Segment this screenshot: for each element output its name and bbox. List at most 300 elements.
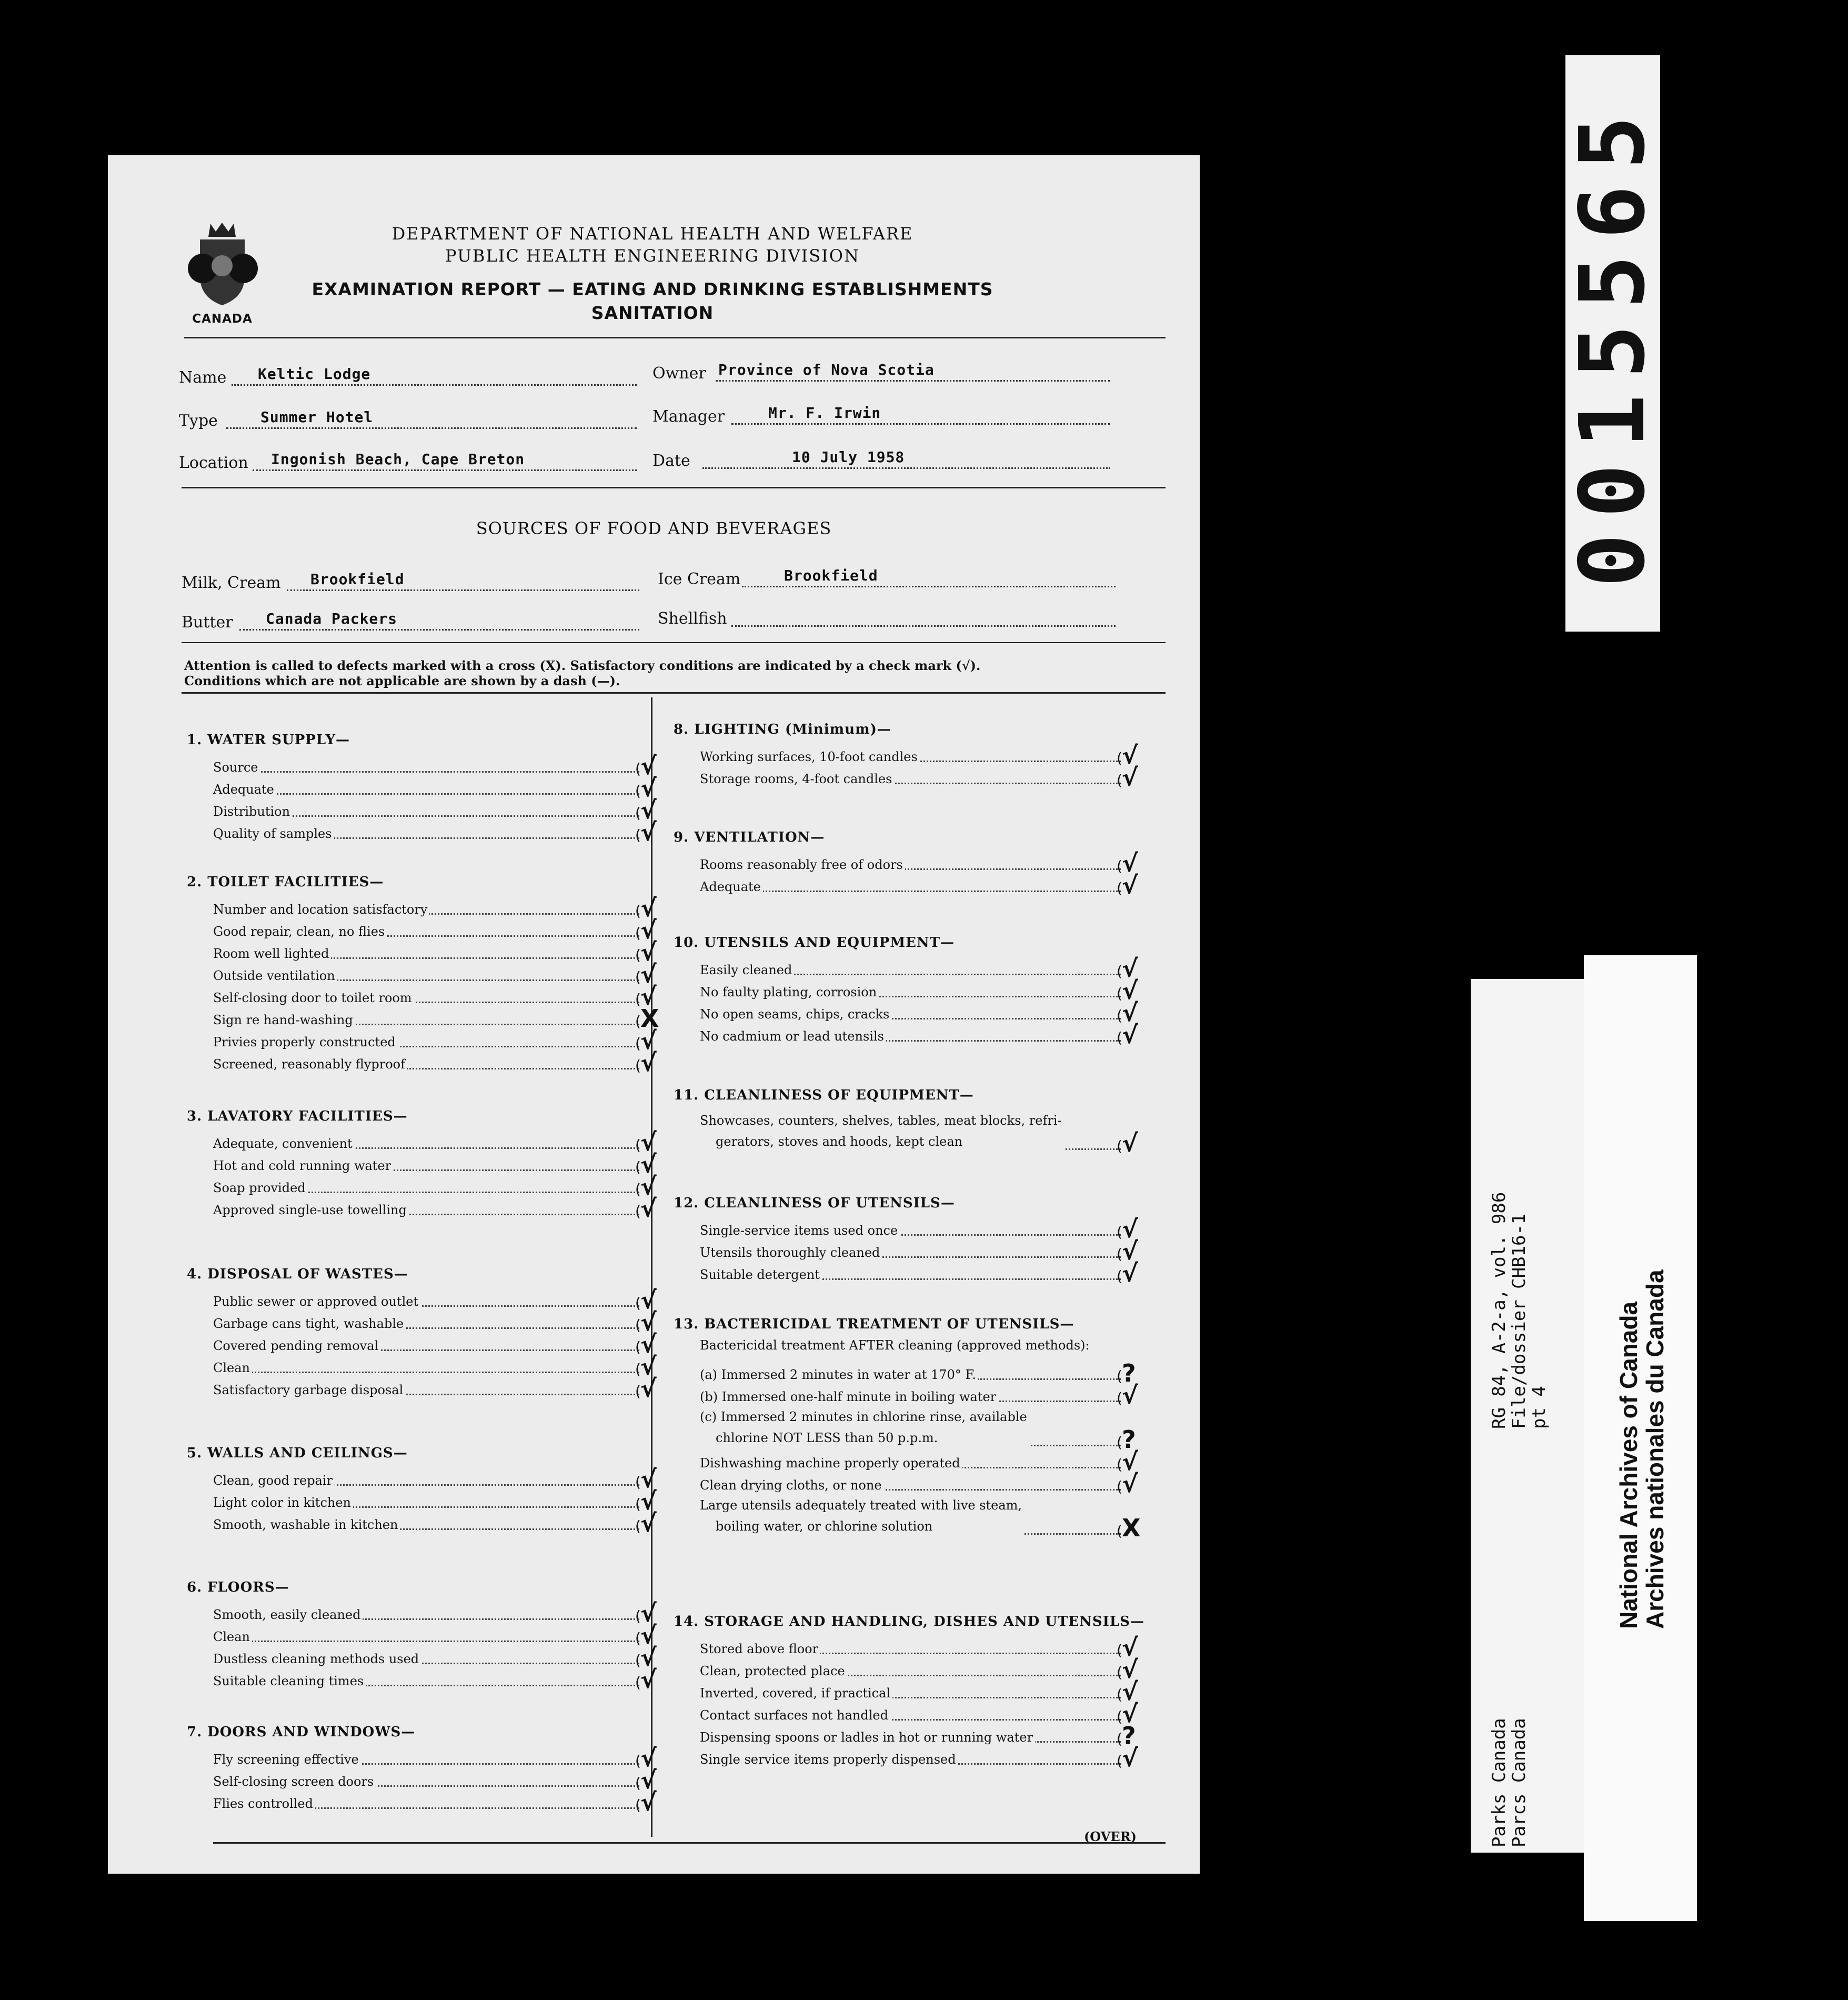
- checklist-item[interactable]: [187, 818, 657, 846]
- report-title: EXAMINATION REPORT — EATING AND DRINKING ESTABLISHMENTS: [312, 279, 993, 299]
- item-label: [700, 1495, 1024, 1537]
- checklist-item[interactable]: [187, 1330, 657, 1358]
- item-label-line: Clean: [213, 1629, 250, 1644]
- mark-symbol: √: [640, 752, 657, 780]
- checklist-section: [187, 1445, 655, 1535]
- checklist-item[interactable]: [187, 1048, 657, 1077]
- item-label: [700, 963, 794, 977]
- item-label-line: (c) Immersed 2 minutes in chlorine rinse, available: [700, 1409, 1027, 1424]
- section-title: 1. WATER SUPPLY—: [187, 732, 350, 748]
- item-label: [213, 1652, 421, 1666]
- section-spacer: [187, 1596, 655, 1603]
- mark-symbol: √: [1122, 1259, 1138, 1287]
- mark-symbol: √: [640, 1487, 657, 1515]
- item-label: [700, 1245, 882, 1260]
- inspection-mark: [1117, 1514, 1141, 1542]
- item-label: [700, 1752, 958, 1767]
- mark-bracket: (: [1117, 1686, 1122, 1703]
- divider: [213, 1842, 1166, 1844]
- checklist-item[interactable]: [674, 1359, 1137, 1387]
- mark-bracket: (: [1117, 1730, 1122, 1747]
- checklist-item[interactable]: [674, 1407, 1137, 1452]
- item-label: [700, 1367, 978, 1382]
- mark-bracket: (: [1117, 1389, 1122, 1407]
- checklist-section: [674, 1195, 1137, 1285]
- attention-note: [184, 658, 1131, 688]
- attention-line: Attention is called to defects marked with a cross (X). Satisfactory conditions are indicated by a check mark (√).: [184, 658, 981, 673]
- item-label-line: Clean, good repair: [213, 1473, 333, 1488]
- item-label: [213, 924, 387, 939]
- mark-bracket: (: [1117, 985, 1122, 1002]
- item-label: [213, 1473, 335, 1488]
- item-label: [700, 1642, 820, 1656]
- item-label: [700, 1664, 847, 1678]
- checklist-item[interactable]: [674, 1237, 1138, 1265]
- coat-of-arms-icon: [179, 218, 266, 308]
- mark-symbol: √: [640, 1599, 657, 1627]
- item-label-line: Single-service items used once: [700, 1223, 898, 1238]
- checklist-item[interactable]: [187, 1665, 657, 1694]
- location-value: Ingonish Beach, Cape Breton: [271, 451, 525, 468]
- mark-bracket: (: [635, 1338, 641, 1356]
- slip-line: RG 84, A-2-a, vol. 986: [1489, 1192, 1510, 1429]
- mark-bracket: (: [1117, 772, 1122, 789]
- mark-symbol: √: [1122, 1021, 1138, 1049]
- checklist-item[interactable]: [674, 849, 1138, 877]
- mark-bracket: (: [635, 946, 641, 964]
- checklist-item[interactable]: [674, 1215, 1138, 1243]
- archive-line: Archives nationales du Canada: [1641, 1269, 1669, 1629]
- item-label: [213, 782, 276, 797]
- item-label: [213, 1607, 363, 1622]
- mark-bracket: (: [635, 1796, 641, 1814]
- mark-symbol: √: [640, 1465, 657, 1493]
- checklist-item[interactable]: [187, 1308, 657, 1336]
- owner-value: Province of Nova Scotia: [718, 361, 935, 378]
- name-field[interactable]: [179, 366, 637, 389]
- mark-symbol: √: [640, 1150, 657, 1178]
- item-label: [700, 1007, 891, 1022]
- mark-bracket: (: [635, 1517, 641, 1535]
- checklist-item[interactable]: [187, 1194, 657, 1223]
- location-label: Location: [179, 454, 248, 472]
- name-label: Name: [179, 368, 227, 387]
- type-label: Type: [179, 412, 218, 430]
- section-title: 5. WALLS AND CEILINGS—: [187, 1445, 408, 1461]
- checklist-section: [674, 1613, 1144, 1772]
- mark-bracket: (: [635, 1203, 641, 1220]
- mark-symbol: √: [640, 1643, 657, 1672]
- mark-bracket: (: [1117, 1245, 1122, 1263]
- item-label: [213, 1136, 355, 1151]
- archive-line: National Archives of Canada: [1615, 1301, 1642, 1629]
- mark-bracket: (: [635, 1013, 641, 1030]
- report-subtitle: SANITATION: [591, 303, 714, 323]
- mark-symbol: √: [1122, 1237, 1138, 1265]
- item-label-line: Inverted, covered, if practical: [700, 1686, 891, 1701]
- over-note: (OVER): [1083, 1829, 1137, 1844]
- item-label-line: gerators, stoves and hoods, kept clean: [716, 1134, 963, 1149]
- manager-field[interactable]: [652, 405, 1110, 428]
- checklist-item[interactable]: [187, 752, 657, 780]
- mark-bracket: (: [635, 760, 641, 777]
- mark-symbol: ?: [1122, 1359, 1136, 1387]
- item-label-line: Clean, protected place: [700, 1664, 845, 1678]
- item-label-line: Dustless cleaning methods used: [213, 1652, 419, 1666]
- item-label: [213, 1796, 315, 1811]
- section-title: 13. BACTERICIDAL TREATMENT OF UTENSILS—: [674, 1316, 1074, 1332]
- mark-symbol: √: [1122, 1447, 1138, 1476]
- inspection-mark: [1117, 1129, 1141, 1157]
- archive-label: [1615, 1269, 1668, 1629]
- section-spacer: [674, 846, 1137, 853]
- mark-bracket: (: [635, 1473, 641, 1491]
- item-label: [213, 946, 331, 961]
- mark-symbol: √: [1122, 1677, 1138, 1706]
- icecream-value: Brookfield: [784, 567, 878, 584]
- mark-bracket: (: [1117, 1752, 1122, 1769]
- checklist-item[interactable]: [674, 1447, 1138, 1476]
- attention-line: Conditions which are not applicable are shown by a dash (—).: [184, 673, 620, 688]
- item-label-line: Dishwashing machine properly operated: [700, 1456, 960, 1471]
- item-label: [213, 1629, 252, 1644]
- mark-symbol: √: [1122, 998, 1138, 1027]
- milk-field[interactable]: [182, 571, 639, 594]
- item-label-line: Utensils thoroughly cleaned: [700, 1245, 880, 1260]
- item-label: [700, 1406, 1029, 1448]
- mark-symbol: √: [640, 1172, 657, 1201]
- mark-symbol: √: [640, 1330, 657, 1358]
- mark-symbol: √: [1122, 1633, 1138, 1662]
- inspection-mark: [635, 1665, 659, 1694]
- item-label-line: Clean drying cloths, or none: [700, 1478, 882, 1493]
- checklist-item[interactable]: [674, 1469, 1138, 1498]
- checklist-item[interactable]: [674, 1744, 1138, 1772]
- checklist-item[interactable]: [674, 1655, 1138, 1684]
- inspection-mark: [635, 1788, 659, 1816]
- checklist-item[interactable]: [187, 1599, 657, 1627]
- shellfish-field[interactable]: [658, 607, 1116, 630]
- mark-symbol: √: [1122, 763, 1138, 792]
- mark-symbol: √: [640, 938, 657, 966]
- inspection-mark: [635, 1509, 659, 1537]
- checklist-item[interactable]: [674, 1259, 1138, 1287]
- checklist-section: [674, 829, 1137, 897]
- inspection-mark: [635, 818, 659, 846]
- divider: [182, 692, 1166, 694]
- mark-bracket: (: [1117, 1007, 1122, 1024]
- checklist-item[interactable]: [187, 1643, 657, 1672]
- inspection-mark: [1117, 763, 1141, 792]
- item-label: [213, 1774, 376, 1789]
- checklist-item[interactable]: [187, 1286, 657, 1314]
- item-label: [700, 985, 879, 999]
- inspection-mark: [1117, 1381, 1141, 1409]
- item-label: [213, 1338, 380, 1353]
- item-label-line: Flies controlled: [213, 1796, 313, 1811]
- section-title: 7. DOORS AND WINDOWS—: [187, 1724, 416, 1740]
- owner-field[interactable]: [652, 362, 1110, 385]
- mark-symbol: √: [640, 1621, 657, 1649]
- mark-bracket: (: [635, 1652, 641, 1669]
- checklist-item[interactable]: [674, 1633, 1138, 1662]
- item-label-line: Suitable detergent: [700, 1267, 820, 1282]
- butter-field[interactable]: [182, 611, 639, 634]
- checklist-item[interactable]: [674, 763, 1138, 792]
- mark-bracket: (: [1117, 1478, 1122, 1495]
- leader-dots: [700, 891, 1121, 892]
- inspection-mark: [635, 1194, 659, 1223]
- mark-bracket: (: [635, 1383, 641, 1400]
- mark-symbol: √: [1122, 741, 1138, 769]
- section-title: 2. TOILET FACILITIES—: [187, 874, 384, 890]
- item-label: [213, 1495, 353, 1510]
- owner-label: Owner: [652, 364, 706, 383]
- mark-bracket: (: [1117, 1664, 1122, 1681]
- item-label-line: Distribution: [213, 804, 290, 819]
- item-label-line: Self-closing door to toilet room: [213, 991, 412, 1005]
- mark-bracket: (: [635, 1752, 641, 1769]
- item-label-line: Public sewer or approved outlet: [213, 1294, 419, 1309]
- checklist-item[interactable]: [187, 1621, 657, 1649]
- checklist-item[interactable]: [187, 1487, 657, 1515]
- item-label: [213, 1752, 361, 1767]
- mark-bracket: (: [1117, 1223, 1122, 1241]
- item-label: [700, 1267, 822, 1282]
- checklist-section: [187, 1579, 655, 1692]
- mark-bracket: (: [635, 1158, 641, 1176]
- item-label: [700, 1389, 998, 1404]
- inspection-mark: [635, 1048, 659, 1077]
- checklist-item[interactable]: [187, 1766, 657, 1794]
- mark-symbol: √: [1122, 954, 1138, 983]
- mark-bracket: (: [635, 1316, 641, 1334]
- leader-dots: [213, 1641, 639, 1642]
- item-label-line: chlorine NOT LESS than 50 p.p.m.: [716, 1431, 938, 1445]
- item-label: [213, 1294, 420, 1309]
- item-label-line: Rooms reasonably free of odors: [700, 857, 903, 872]
- divider: [182, 642, 1166, 643]
- divider: [182, 487, 1166, 488]
- item-label-line: Smooth, easily cleaned: [213, 1607, 361, 1622]
- item-label: [700, 772, 894, 786]
- mark-bracket: (: [635, 826, 641, 844]
- checklist-item[interactable]: [674, 1111, 1137, 1155]
- item-label-line: Good repair, clean, no flies: [213, 924, 385, 939]
- checklist-item[interactable]: [187, 1172, 657, 1201]
- item-label-line: Screened, reasonably flyproof: [213, 1057, 405, 1072]
- national-archives-slip: [1584, 955, 1697, 1921]
- slip-reference: [1489, 1192, 1549, 1429]
- checklist-item[interactable]: [187, 916, 657, 944]
- section-title: 9. VENTILATION—: [674, 829, 825, 845]
- checklist-item[interactable]: [187, 1788, 657, 1816]
- crest: [179, 218, 266, 324]
- mark-bracket: (: [1117, 963, 1122, 980]
- checklist-item[interactable]: [187, 938, 657, 966]
- slip-line: File/dossier CHB16-1: [1509, 1213, 1530, 1429]
- mark-bracket: (: [1117, 749, 1122, 767]
- mark-symbol: √: [1122, 1655, 1138, 1684]
- checklist-section: [187, 1266, 655, 1401]
- checklist-item[interactable]: [187, 1352, 657, 1381]
- item-label-line: Room well lighted: [213, 946, 329, 961]
- checklist-item[interactable]: [187, 1150, 657, 1178]
- section-title: 4. DISPOSAL OF WASTES—: [187, 1266, 408, 1282]
- mark-symbol: √: [640, 1788, 657, 1816]
- checklist-section: [674, 1316, 1141, 1542]
- checklist-item[interactable]: [187, 1374, 657, 1403]
- checklist-section: [674, 1087, 1137, 1155]
- item-label: [700, 1456, 962, 1471]
- mark-bracket: (: [1117, 1434, 1122, 1451]
- item-label-line: Approved single-use towelling: [213, 1203, 407, 1217]
- item-label-line: Showcases, counters, shelves, tables, meat blocks, refri-: [700, 1113, 1062, 1128]
- item-label: [213, 991, 414, 1005]
- checklist-item[interactable]: [674, 1699, 1138, 1728]
- checklist-item[interactable]: [674, 1021, 1138, 1049]
- mark-bracket: (: [1117, 1456, 1122, 1473]
- checklist-item[interactable]: [674, 998, 1138, 1027]
- mark-bracket: (: [635, 968, 641, 986]
- mark-symbol: √: [1122, 1699, 1138, 1728]
- item-label-line: Garbage cans tight, washable: [213, 1316, 404, 1331]
- examination-form: [108, 155, 1200, 1874]
- item-label-line: No faulty plating, corrosion: [700, 985, 877, 999]
- checklist-item[interactable]: [674, 976, 1138, 1005]
- item-label-line: Hot and cold running water: [213, 1158, 391, 1173]
- checklist-item[interactable]: [187, 1744, 657, 1772]
- mark-bracket: (: [635, 1774, 641, 1792]
- item-label-line: (b) Immersed one-half minute in boiling water: [700, 1389, 997, 1404]
- mark-bracket: (: [635, 924, 641, 942]
- checklist-item[interactable]: [187, 774, 657, 802]
- mark-symbol: √: [1122, 1469, 1138, 1498]
- item-label-line: Adequate: [213, 782, 274, 797]
- mark-symbol: √: [640, 1026, 657, 1055]
- mark-symbol: X: [640, 1004, 659, 1033]
- checklist-item[interactable]: [187, 1004, 659, 1033]
- item-label: [213, 1316, 406, 1331]
- mark-symbol: √: [1122, 1215, 1138, 1243]
- checklist-item[interactable]: [674, 1722, 1137, 1750]
- item-label-line: No open seams, chips, cracks: [700, 1007, 890, 1022]
- section-title: 12. CLEANLINESS OF UTENSILS—: [674, 1195, 955, 1211]
- checklist-item[interactable]: [187, 1026, 657, 1055]
- section-title: 10. UTENSILS AND EQUIPMENT—: [674, 935, 955, 951]
- checklist-item[interactable]: [674, 871, 1138, 899]
- inspection-mark: [1117, 1021, 1141, 1049]
- checklist-item[interactable]: [187, 982, 657, 1011]
- mark-bracket: (: [635, 1057, 641, 1074]
- mark-symbol: √: [640, 774, 657, 802]
- checklist-item[interactable]: [674, 1496, 1141, 1542]
- inspection-mark: [635, 1374, 659, 1403]
- item-label: [213, 1057, 407, 1072]
- mark-bracket: (: [1117, 1267, 1122, 1285]
- section-spacer: [674, 951, 1137, 958]
- checklist-item[interactable]: [187, 1509, 657, 1537]
- slip-text: [1489, 1718, 1529, 1847]
- item-label: [213, 1361, 252, 1375]
- mark-symbol: √: [640, 916, 657, 944]
- shellfish-label: Shellfish: [658, 609, 727, 628]
- mark-bracket: (: [635, 991, 641, 1008]
- item-label: [213, 1203, 409, 1217]
- item-label: [700, 857, 905, 872]
- item-label-line: Privies properly constructed: [213, 1035, 396, 1049]
- mark-symbol: √: [640, 1352, 657, 1381]
- item-label: [213, 1013, 355, 1027]
- checklist-item[interactable]: [187, 960, 657, 988]
- checklist-item[interactable]: [674, 1677, 1138, 1706]
- mark-bracket: (: [635, 902, 641, 919]
- checklist-item[interactable]: [187, 1465, 657, 1493]
- item-label-line: Light color in kitchen: [213, 1495, 351, 1510]
- mark-symbol: √: [640, 960, 657, 988]
- icecream-field[interactable]: [658, 567, 1116, 591]
- checklist-item[interactable]: [187, 796, 657, 824]
- mark-symbol: √: [640, 796, 657, 824]
- item-label-line: Single service items properly dispensed: [700, 1752, 956, 1767]
- leader-dots: [213, 1372, 639, 1373]
- item-label-line: Adequate, convenient: [213, 1136, 353, 1151]
- checklist-item[interactable]: [187, 1128, 657, 1156]
- item-label: [700, 1708, 890, 1723]
- mark-symbol: √: [1122, 871, 1138, 899]
- item-label-line: Clean: [213, 1361, 250, 1375]
- item-label: [213, 902, 429, 917]
- section-spacer: [674, 1356, 1137, 1363]
- checklist-item[interactable]: [674, 741, 1138, 769]
- item-label-line: Fly screening effective: [213, 1752, 359, 1767]
- item-label: [700, 1478, 884, 1493]
- divider: [184, 337, 1166, 338]
- item-label-line: Storage rooms, 4-foot candles: [700, 772, 892, 786]
- slip-line: Parcs Canada: [1509, 1718, 1530, 1847]
- item-label-line: Sign re hand-washing: [213, 1013, 353, 1027]
- checklist-section: [674, 721, 1138, 792]
- mark-bracket: (: [1117, 1642, 1122, 1659]
- item-label: [213, 968, 337, 983]
- sources-title: SOURCES OF FOOD AND BEVERAGES: [476, 518, 832, 538]
- location-field[interactable]: [179, 451, 637, 474]
- checklist-section: [187, 732, 655, 844]
- item-label-line: Satisfactory garbage disposal: [213, 1383, 404, 1397]
- section-spacer: [187, 1283, 655, 1290]
- type-field[interactable]: [179, 409, 637, 432]
- checklist-item[interactable]: [674, 1381, 1138, 1409]
- item-label-line: boiling water, or chlorine solution: [716, 1519, 933, 1534]
- checklist-section: [187, 1724, 655, 1814]
- section-intro: Bactericidal treatment AFTER cleaning (approved methods):: [700, 1338, 1090, 1353]
- crest-label: CANADA: [192, 312, 253, 326]
- section-spacer: [674, 1212, 1137, 1219]
- mark-bracket: (: [1117, 879, 1122, 897]
- item-label: [700, 1110, 1064, 1152]
- checklist-item[interactable]: [187, 894, 657, 922]
- item-label-line: Source: [213, 760, 258, 775]
- mark-bracket: (: [1117, 1367, 1122, 1385]
- name-value: Keltic Lodge: [258, 365, 371, 383]
- section-title: 6. FLOORS—: [187, 1579, 289, 1595]
- leader-dots: [213, 771, 639, 773]
- checklist-item[interactable]: [674, 954, 1138, 983]
- leader-dots: [213, 793, 639, 795]
- date-field[interactable]: [652, 449, 1110, 472]
- mark-bracket: (: [635, 1495, 641, 1513]
- inspection-mark: [1117, 1259, 1141, 1287]
